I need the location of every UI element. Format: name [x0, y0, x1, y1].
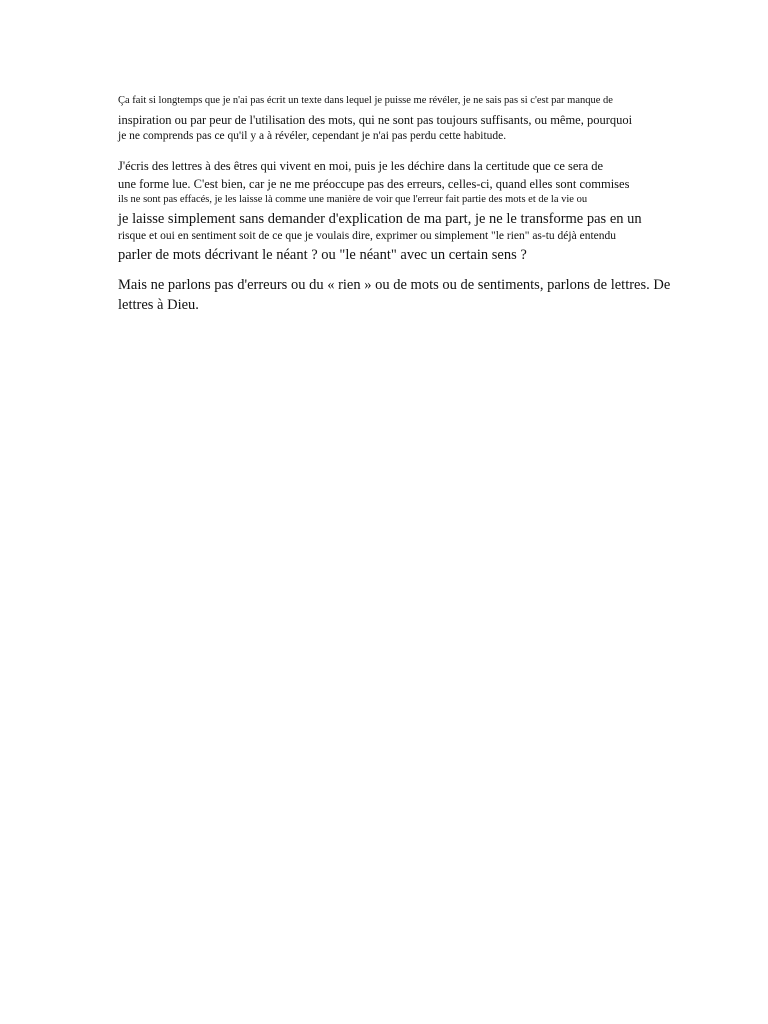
text-line: lettres à Dieu. [118, 297, 199, 313]
text-line: inspiration ou par peur de l'utilisation des mots, qui ne sont pas toujours suffisants, ou même, pourquoi [118, 113, 633, 127]
text-line: ils ne sont pas effacés, je les laisse là comme une manière de voir que l'erreur fait partie des mots et de la vie ou [118, 194, 588, 205]
text-line: je laisse simplement sans demander d'explication de ma part, je ne le transforme pas en un [118, 211, 642, 227]
text-line: parler de mots décrivant le néant ? ou "le néant" avec un certain sens ? [118, 247, 527, 263]
text-line: Mais ne parlons pas d'erreurs ou du « rien » ou de mots ou de sentiments, parlons de lettres. De [118, 277, 671, 293]
text-line: je ne comprends pas ce qu'il y a à révéler, cependant je n'ai pas perdu cette habitude. [118, 130, 507, 142]
text-line: J'écris des lettres à des êtres qui vivent en moi, puis je les déchire dans la certitude que ce sera de [118, 159, 604, 173]
text-line: une forme lue. C'est bien, car je ne me préoccupe pas des erreurs, celles-ci, quand elles sont commises [118, 177, 630, 191]
text-line: Ça fait si longtemps que je n'ai pas écrit un texte dans lequel je puisse me révéler, je ne sais pas si c'est par manque de [118, 95, 613, 106]
text-line: risque et oui en sentiment soit de ce que je voulais dire, exprimer ou simplement "le rien" as-tu déjà entendu [118, 230, 616, 242]
